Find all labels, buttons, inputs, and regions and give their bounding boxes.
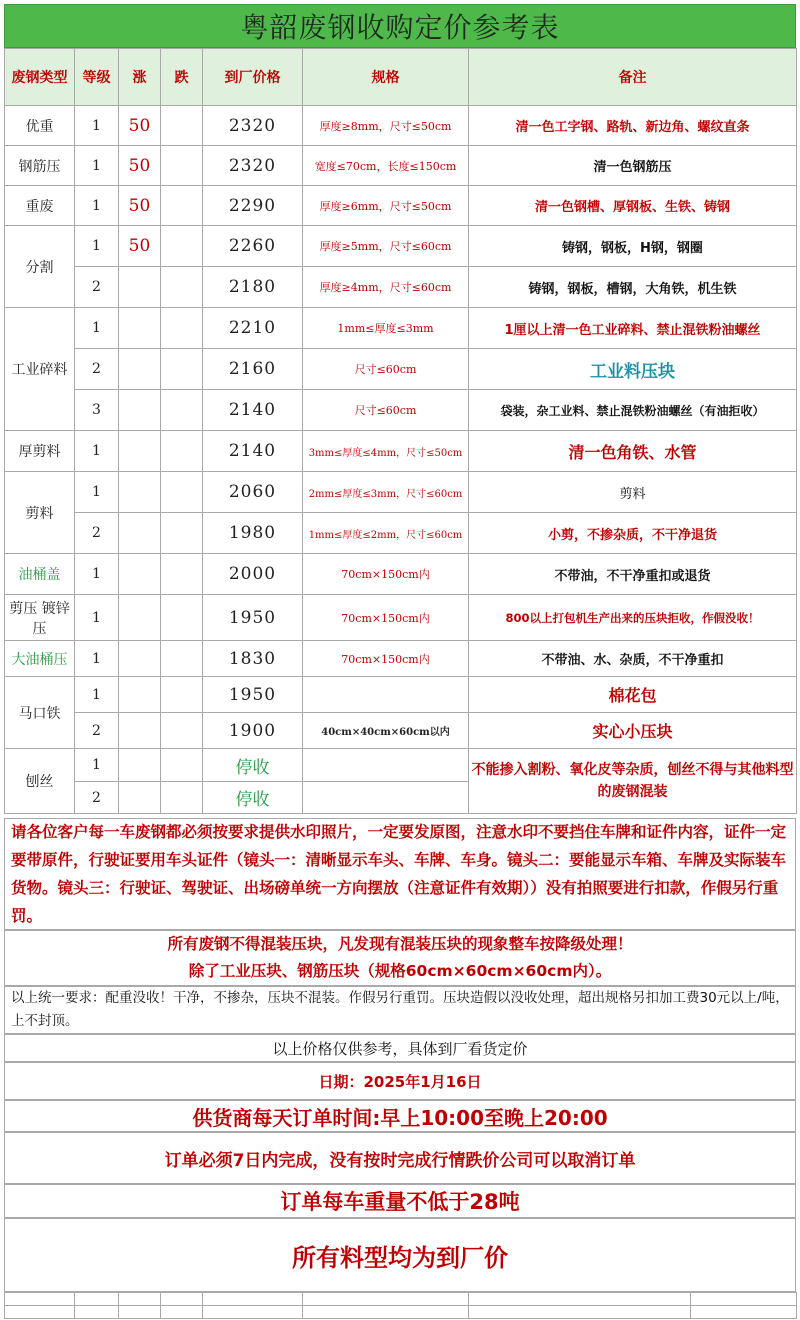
- grade-cell: 1: [75, 677, 119, 713]
- table-row: [5, 713, 797, 749]
- note-cell: 棉花包: [469, 677, 797, 713]
- up-cell: [119, 431, 161, 472]
- price-cell: 2260: [203, 226, 303, 267]
- price-cell: 1950: [203, 595, 303, 641]
- grade-cell: 1: [75, 226, 119, 267]
- up-cell: [119, 390, 161, 431]
- spec-cell: [303, 749, 469, 782]
- table-row: [5, 554, 797, 595]
- grade-cell: 2: [75, 267, 119, 308]
- grade-cell: 1: [75, 554, 119, 595]
- grade-cell: 1: [75, 431, 119, 472]
- down-cell: [161, 472, 203, 513]
- note-cell: 不带油，不干净重扣或退货: [469, 554, 797, 595]
- grade-cell: 2: [75, 713, 119, 749]
- down-cell: [161, 390, 203, 431]
- up-cell: [119, 641, 161, 677]
- empty-trailing-rows: [4, 1292, 797, 1319]
- note-cell: 铸钢，钢板，槽钢，大角铁，机生铁: [469, 267, 797, 308]
- up-cell: 50: [119, 146, 161, 186]
- note-cell: 清一色钢槽、厚钢板、生铁、铸钢: [469, 186, 797, 226]
- mixed-block-notice: [4, 930, 796, 986]
- grade-cell: 1: [75, 146, 119, 186]
- spec-cell: 厚度≥4mm，尺寸≤60cm: [303, 267, 469, 308]
- note-cell: 不带油、水、杂质，不干净重扣: [469, 641, 797, 677]
- price-cell: 2290: [203, 186, 303, 226]
- type-cell: 重废: [5, 186, 75, 226]
- price-cell: 停收: [203, 782, 303, 814]
- spec-cell: 3mm≤厚度≤4mm，尺寸≤50cm: [303, 431, 469, 472]
- type-cell: 剪料: [5, 472, 75, 554]
- down-cell: [161, 713, 203, 749]
- reference-notice: 以上价格仅供参考，具体到厂看货定价: [4, 1034, 796, 1062]
- header-spec: 规格: [303, 49, 469, 106]
- table-row: [5, 431, 797, 472]
- table-row: [5, 595, 797, 641]
- price-cell: 2160: [203, 349, 303, 390]
- grade-cell: 2: [75, 782, 119, 814]
- table-row: [5, 146, 797, 186]
- spec-cell: [303, 782, 469, 814]
- table-row: [5, 513, 797, 554]
- mixed-block-line-2: 除了工业压块、钢筋压块（规格60cm×60cm×60cm内）。: [188, 962, 612, 980]
- price-cell: 2060: [203, 472, 303, 513]
- down-cell: [161, 226, 203, 267]
- spec-cell: 70cm×150cm内: [303, 554, 469, 595]
- type-cell: 剪压 镀锌压: [5, 595, 75, 641]
- mixed-block-line-1: 所有废钢不得混装压块，凡发现有混装压块的现象整车按降级处理！: [167, 935, 633, 953]
- note-cell: 实心小压块: [469, 713, 797, 749]
- up-cell: [119, 782, 161, 814]
- header-price: 到厂价格: [203, 49, 303, 106]
- up-cell: [119, 308, 161, 349]
- up-cell: [119, 349, 161, 390]
- down-cell: [161, 677, 203, 713]
- spec-cell: 厚度≥8mm，尺寸≤50cm: [303, 106, 469, 146]
- price-cell: 停收: [203, 749, 303, 782]
- price-cell: 2320: [203, 146, 303, 186]
- type-cell: 刨丝: [5, 749, 75, 814]
- note-cell: 剪料: [469, 472, 797, 513]
- type-cell: 钢筋压: [5, 146, 75, 186]
- up-cell: [119, 472, 161, 513]
- down-cell: [161, 186, 203, 226]
- grade-cell: 2: [75, 513, 119, 554]
- type-cell: 工业碎料: [5, 308, 75, 431]
- table-row: [5, 186, 797, 226]
- down-cell: [161, 782, 203, 814]
- date-label: 日期：2025年1月16日: [4, 1062, 796, 1100]
- grade-cell: 1: [75, 749, 119, 782]
- general-requirement-notice: 以上统一要求：配重没收！干净，不掺杂，压块不混装。作假另行重罚。压块造假以没收处理，超出规格另扣加工费30元以上/吨，上不封顶。: [4, 986, 796, 1034]
- grade-cell: 3: [75, 390, 119, 431]
- spec-cell: 1mm≤厚度≤3mm: [303, 308, 469, 349]
- grade-cell: 1: [75, 472, 119, 513]
- header-note: 备注: [469, 49, 797, 106]
- spec-cell: 尺寸≤60cm: [303, 349, 469, 390]
- note-cell: 小剪，不掺杂质，不干净退货: [469, 513, 797, 554]
- down-cell: [161, 641, 203, 677]
- type-cell: 大油桶压: [5, 641, 75, 677]
- down-cell: [161, 554, 203, 595]
- header-up: 涨: [119, 49, 161, 106]
- table-row: [5, 349, 797, 390]
- down-cell: [161, 267, 203, 308]
- up-cell: [119, 713, 161, 749]
- down-cell: [161, 146, 203, 186]
- up-cell: [119, 554, 161, 595]
- spec-cell: 尺寸≤60cm: [303, 390, 469, 431]
- down-cell: [161, 595, 203, 641]
- table-row: [5, 677, 797, 713]
- price-cell: 2000: [203, 554, 303, 595]
- down-cell: [161, 431, 203, 472]
- grade-cell: 2: [75, 349, 119, 390]
- header-type: 废钢类型: [5, 49, 75, 106]
- spec-cell: 厚度≥6mm，尺寸≤50cm: [303, 186, 469, 226]
- photo-requirement-notice: 请各位客户每一车废钢都必须按要求提供水印照片，一定要发原图，注意水印不要挡住车牌和证件内容，证件一定要带原件，行驶证要用车头证件（镜头一：清晰显示车头、车牌、车身。镜头二：要能显示车箱、车牌及实际装车货物。镜头三：行驶证、驾驶证、出场磅单统一方向摆放（注意证件有效期））没有拍照要进行扣款，作假另行重罚。: [4, 818, 796, 930]
- type-cell: 优重: [5, 106, 75, 146]
- up-cell: 50: [119, 226, 161, 267]
- price-cell: 2140: [203, 431, 303, 472]
- down-cell: [161, 513, 203, 554]
- up-cell: [119, 749, 161, 782]
- price-rule-notice: 所有料型均为到厂价: [4, 1218, 796, 1292]
- table-row: [5, 267, 797, 308]
- down-cell: [161, 106, 203, 146]
- grade-cell: 1: [75, 186, 119, 226]
- order-rule-notice: 订单必须7日内完成，没有按时完成行情跌价公司可以取消订单: [4, 1132, 796, 1184]
- up-cell: [119, 677, 161, 713]
- type-cell: 马口铁: [5, 677, 75, 749]
- price-cell: 2210: [203, 308, 303, 349]
- type-cell: 分割: [5, 226, 75, 308]
- grade-cell: 1: [75, 595, 119, 641]
- price-cell: 1830: [203, 641, 303, 677]
- price-cell: 2140: [203, 390, 303, 431]
- spec-cell: 70cm×150cm内: [303, 641, 469, 677]
- grade-cell: 1: [75, 641, 119, 677]
- order-time-notice: 供货商每天订单时间:早上10:00至晚上20:00: [4, 1100, 796, 1132]
- price-cell: 1900: [203, 713, 303, 749]
- note-cell: 清一色角铁、水管: [469, 431, 797, 472]
- down-cell: [161, 749, 203, 782]
- down-cell: [161, 349, 203, 390]
- note-cell: 清一色钢筋压: [469, 146, 797, 186]
- table-row: [5, 106, 797, 146]
- table-row: [5, 641, 797, 677]
- price-cell: 1980: [203, 513, 303, 554]
- spec-cell: 1mm≤厚度≤2mm，尺寸≤60cm: [303, 513, 469, 554]
- spec-cell: 厚度≥5mm，尺寸≤60cm: [303, 226, 469, 267]
- spec-cell: 40cm×40cm×60cm以内: [303, 713, 469, 749]
- up-cell: 50: [119, 186, 161, 226]
- note-cell: 1厘以上清一色工业碎料、禁止混铁粉油螺丝: [469, 308, 797, 349]
- weight-rule-notice: 订单每车重量不低于28吨: [4, 1184, 796, 1218]
- table-row: [5, 226, 797, 267]
- type-cell: 油桶盖: [5, 554, 75, 595]
- price-cell: 2320: [203, 106, 303, 146]
- price-cell: 1950: [203, 677, 303, 713]
- price-table: [4, 48, 797, 814]
- header-grade: 等级: [75, 49, 119, 106]
- grade-cell: 1: [75, 106, 119, 146]
- price-cell: 2180: [203, 267, 303, 308]
- table-header-row: [5, 49, 797, 106]
- spec-cell: 宽度≤70cm，长度≤150cm: [303, 146, 469, 186]
- table-row: [5, 749, 797, 782]
- spec-cell: 70cm×150cm内: [303, 595, 469, 641]
- header-down: 跌: [161, 49, 203, 106]
- up-cell: [119, 513, 161, 554]
- up-cell: [119, 595, 161, 641]
- up-cell: [119, 267, 161, 308]
- note-cell: 工业料压块: [469, 349, 797, 390]
- spec-cell: 2mm≤厚度≤3mm，尺寸≤60cm: [303, 472, 469, 513]
- type-cell: 厚剪料: [5, 431, 75, 472]
- table-row: [5, 390, 797, 431]
- note-cell: 800以上打包机生产出来的压块拒收，作假没收！: [469, 595, 797, 641]
- up-cell: 50: [119, 106, 161, 146]
- page-title: 粤韶废钢收购定价参考表: [4, 4, 796, 48]
- table-row: [5, 308, 797, 349]
- note-cell: 不能掺入割粉、氧化皮等杂质，刨丝不得与其他料型的废钢混装: [469, 749, 797, 814]
- note-cell: 清一色工字钢、路轨、新边角、螺纹直条: [469, 106, 797, 146]
- down-cell: [161, 308, 203, 349]
- note-cell: 铸钢，钢板，H钢，钢圈: [469, 226, 797, 267]
- note-cell: 袋装，杂工业料、禁止混铁粉油螺丝（有油拒收）: [469, 390, 797, 431]
- table-row: [5, 472, 797, 513]
- spec-cell: [303, 677, 469, 713]
- grade-cell: 1: [75, 308, 119, 349]
